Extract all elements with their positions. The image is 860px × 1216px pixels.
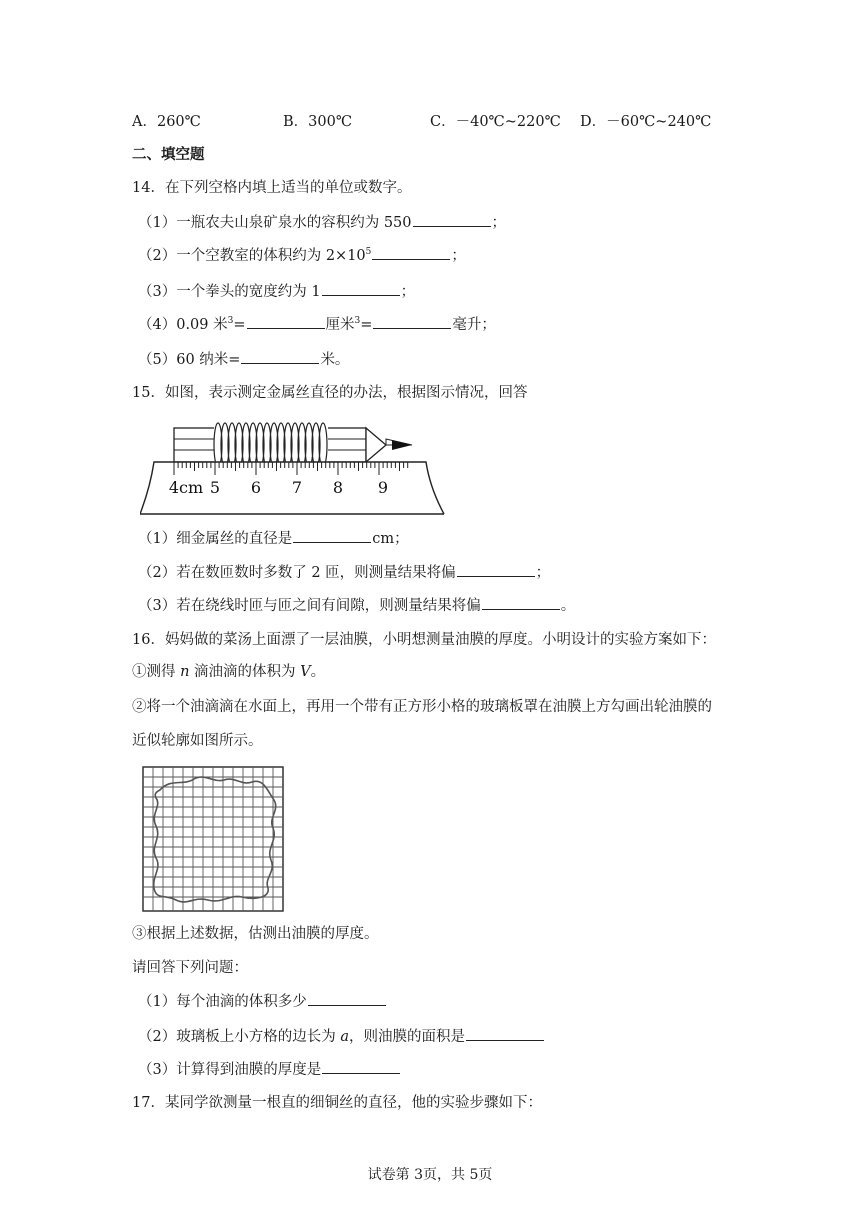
ruler-label-7: 7 [291, 478, 303, 497]
q15-item-2: （2）若在数匝数时多数了 2 匝，则测量结果将偏 ； [138, 562, 550, 583]
answer-blank[interactable] [241, 349, 319, 364]
ruler-label-8: 8 [332, 478, 344, 497]
q14-item-1: （1）一瓶农夫山泉矿泉水的容积约为 550 ； [138, 212, 506, 233]
q14-item-5: （5）60 纳米= 米。 [138, 349, 349, 370]
ruler-figure [140, 418, 446, 516]
option-d: D．－60℃~240℃ [580, 114, 712, 130]
answer-blank[interactable] [322, 281, 400, 296]
ruler-label-9: 9 [377, 478, 389, 497]
answer-blank[interactable] [308, 991, 386, 1006]
q14-item-3: （3）一个拳头的宽度约为 1 ； [138, 281, 415, 302]
q16-step-1: ①测得 n 滴油滴的体积为 V。 [132, 664, 326, 680]
answer-blank[interactable] [293, 528, 371, 543]
q16-step-2-line1: ②将一个油滴滴在水面上，再用一个带有正方形小格的玻璃板罩在油膜上方勾画出轮油膜的 [132, 699, 712, 715]
page-footer: 试卷第 3页，共 5页 [367, 1167, 493, 1183]
pencil-lead [392, 440, 412, 450]
option-b: B．300℃ [283, 114, 353, 130]
answer-blank[interactable] [482, 595, 560, 610]
ruler-label-6: 6 [250, 478, 262, 497]
q16-ask: 请回答下列问题： [132, 960, 248, 976]
answer-blank[interactable] [372, 245, 450, 260]
q17-stem: 17．某同学欲测量一根直的细铜丝的直径，他的实验步骤如下： [132, 1095, 542, 1111]
q14-item-2: （2）一个空教室的体积约为 $2\times 10^5$ ； [138, 247, 466, 264]
ruler-label-5: 5 [209, 478, 221, 497]
option-c: C．－40℃~220℃ [430, 114, 561, 130]
q14-stem: 14．在下列空格内填上适当的单位或数字。 [132, 180, 412, 196]
ruler-label-4cm: 4cm [168, 478, 204, 497]
q15-stem: 15．如图，表示测定金属丝直径的办法，根据图示情况，回答 [132, 385, 528, 401]
oil-film-grid-figure [142, 766, 284, 912]
q15-item-1: （1）细金属丝的直径是 cm； [138, 528, 409, 549]
answer-blank[interactable] [322, 1059, 400, 1074]
answer-blank[interactable] [457, 562, 535, 577]
q15-item-3: （3）若在绕线时匝与匝之间有间隙，则测量结果将偏 。 [138, 595, 575, 616]
answer-blank[interactable] [413, 212, 491, 227]
q14-item-4: （4）0.09 米$^3$= 厘米$^3$= 毫升； [138, 316, 496, 333]
pencil-tip [366, 428, 386, 462]
answer-blank[interactable] [466, 1026, 544, 1041]
q16-item-3: （3）计算得到油膜的厚度是 [138, 1059, 401, 1080]
answer-blank[interactable] [373, 314, 451, 329]
option-a: A．260℃ [132, 114, 201, 130]
q16-item-1: （1）每个油滴的体积多少 [138, 991, 387, 1012]
q16-step-3: ③根据上述数据，估测出油膜的厚度。 [132, 926, 379, 942]
section-title: 二、填空题 [132, 146, 205, 163]
q16-step-2-line2: 近似轮廓如图所示。 [132, 733, 263, 749]
answer-blank[interactable] [247, 314, 325, 329]
q16-item-2: （2）玻璃板上小方格的边长为 a，则油膜的面积是 [138, 1026, 545, 1047]
q16-stem: 16．妈妈做的菜汤上面漂了一层油膜，小明想测量油膜的厚度。小明设计的实验方案如下： [132, 632, 716, 648]
